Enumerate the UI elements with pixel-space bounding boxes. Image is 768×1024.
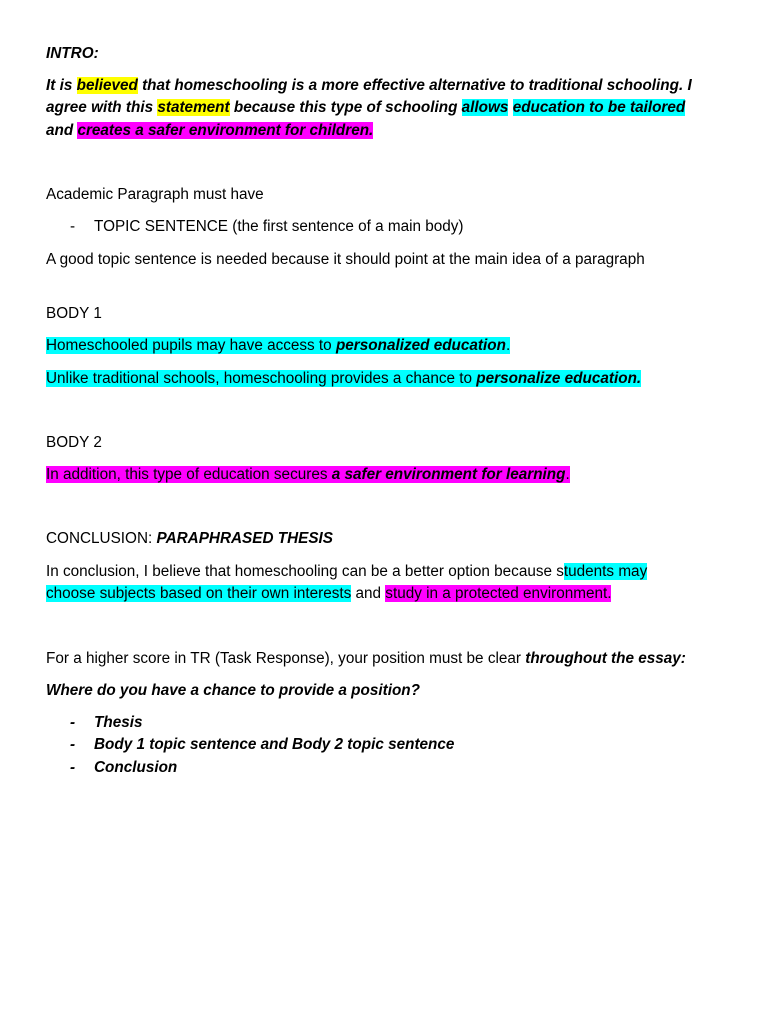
body1-sentence-2 [46,368,641,390]
bullet-text: TOPIC SENTENCE (the first sentence of a main body) [94,218,464,235]
academic-note: A good topic sentence is needed because it should point at the main idea of a paragraph [46,251,645,268]
highlight-yellow: statement [157,99,230,116]
bullet-dash: - [70,759,76,776]
text-run: CONCLUSION: [46,530,157,547]
emphasis: throughout the essay: [525,650,686,667]
text-run: Homeschooled pupils may have access to [46,337,336,354]
intro-line-1 [46,75,692,97]
tips-question: Where do you have a chance to provide a position? [46,682,420,699]
list-item: Body 1 topic sentence and Body 2 topic sentence [94,736,455,753]
emphasis: personalize education. [476,370,642,387]
highlight-cyan: tudents may [563,563,648,580]
body1-heading: BODY 1 [46,305,102,322]
text-run: agree with this [46,99,158,116]
emphasis: personalized education [335,337,506,354]
text-run: that homeschooling is a more effective alternative to traditional schooling. I [137,77,692,94]
highlight-cyan: education to be tailored [512,99,686,116]
highlight-magenta [46,466,570,483]
body2-sentence-1 [46,464,570,486]
tips-line-1 [46,648,686,670]
conclusion-line-2 [46,583,611,605]
conclusion-line-1 [46,561,647,583]
text-run: . [505,337,511,354]
tips-item-conclusion [46,757,177,779]
tips-item-body [46,734,454,756]
body2-heading: BODY 2 [46,434,102,451]
text-run: In conclusion, I believe that homeschooling can be a better option because s [46,563,564,580]
emphasis: a safer environment for learning [331,466,566,483]
conclusion-heading [46,528,333,550]
highlight-cyan: choose subjects based on their own interests [46,585,352,602]
bullet-dash: - [70,736,76,753]
intro-heading: INTRO: [46,45,99,62]
highlight-cyan: allows [461,99,509,116]
text-run: . [565,466,570,483]
text-run: It is [46,77,77,94]
intro-line-3 [46,120,373,142]
highlight-yellow: believed [76,77,138,94]
bullet-dash: - [70,218,76,235]
tips-item-thesis [46,712,142,734]
highlight-cyan [46,370,641,387]
bullet-dash: - [70,714,76,731]
emphasis: PARAPHRASED THESIS [156,530,334,547]
intro-line-2 [46,97,685,119]
academic-title: Academic Paragraph must have [46,186,264,203]
body1-sentence-1 [46,335,510,357]
list-item: Conclusion [94,759,178,776]
highlight-cyan [46,337,510,354]
text-run: For a higher score in TR (Task Response), your position must be clear [46,650,526,667]
text-run: In addition, this type of education secures [46,466,332,483]
text-run: Unlike traditional schools, homeschooling provides a chance to [46,370,477,387]
text-run: and [351,585,386,602]
text-run: because this type of schooling [229,99,462,116]
academic-bullet [46,216,464,238]
highlight-magenta: study in a protected environment. [385,585,612,602]
text-run: and [46,122,78,139]
list-item: Thesis [94,714,143,731]
highlight-magenta: creates a safer environment for children. [77,122,374,139]
